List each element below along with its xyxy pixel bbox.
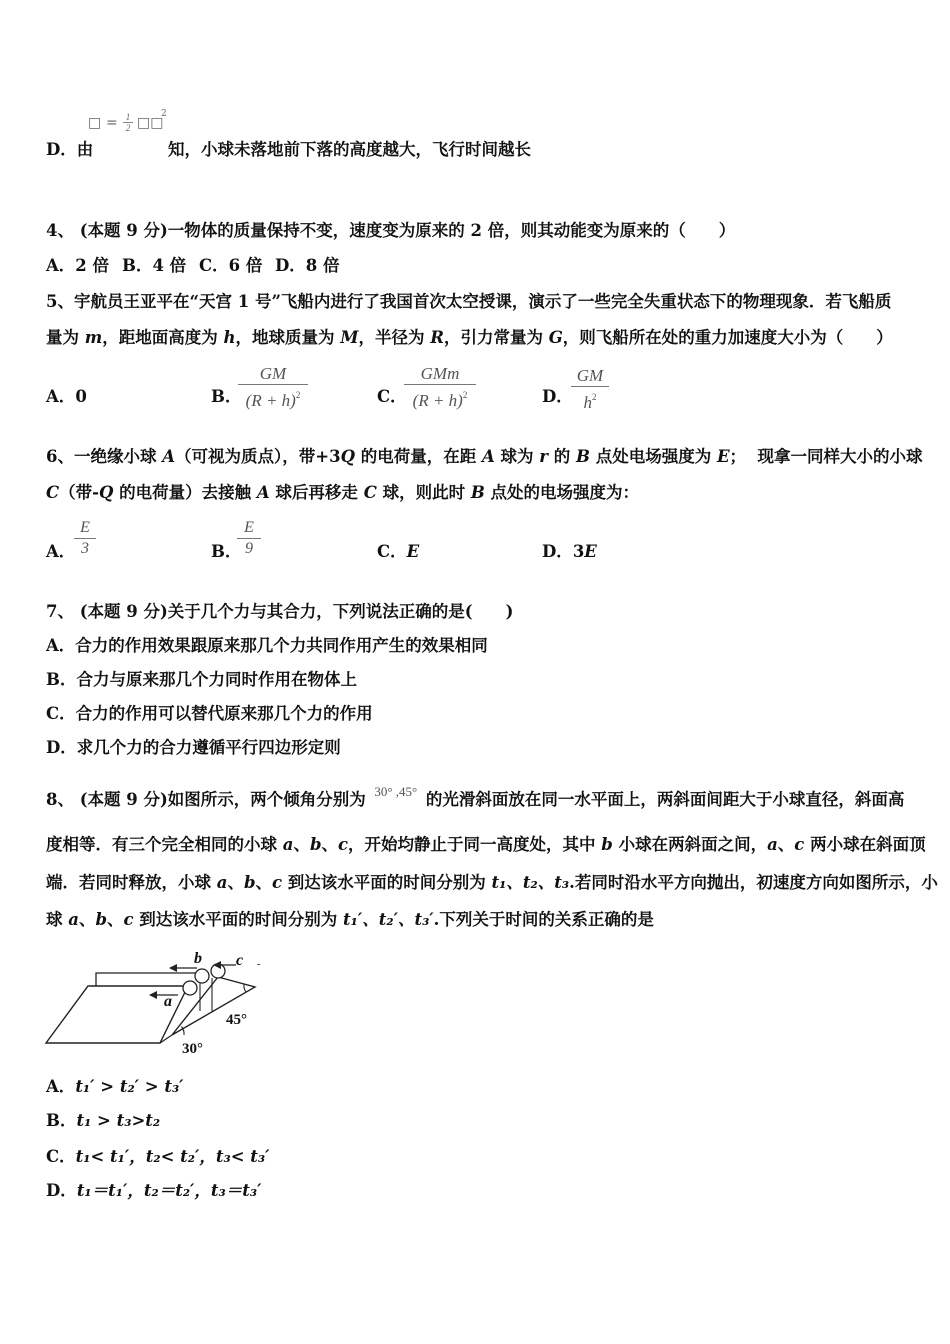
option-label: D． <box>542 542 573 561</box>
q8-option-a <box>46 1077 184 1097</box>
var-b: b <box>95 910 107 929</box>
option-label: A． <box>46 387 76 406</box>
text: ，半径为 <box>358 328 431 347</box>
ball-a <box>183 981 197 995</box>
q5-option-d-fraction <box>571 365 609 412</box>
text: 球后再移走 <box>269 483 364 502</box>
var-h: h <box>223 328 236 347</box>
text: 到达该水平面的时间分别为 <box>133 910 344 929</box>
text: 小球在两斜面之间， <box>612 835 768 854</box>
label-a: a <box>164 993 172 1010</box>
fraction-numerator: E <box>237 518 261 539</box>
option-value: 0 <box>75 387 87 406</box>
label-30-degrees: 30° <box>182 1041 203 1057</box>
q8-option-b <box>46 1111 160 1131</box>
formula-equals: = <box>106 115 118 131</box>
option-value: t₁′ > t₂′ > t₃′ <box>75 1077 184 1096</box>
var-M: M <box>340 328 359 347</box>
inclines-figure <box>40 945 270 1060</box>
option-value: t₁< t₁′，t₂< t₂′，t₃< t₃′ <box>75 1147 270 1166</box>
var-a: a <box>68 910 79 929</box>
q4-option-a: A．2 倍 <box>46 256 110 275</box>
denominator-base: (R + h) <box>245 391 296 410</box>
option-value: E <box>584 542 597 561</box>
q8-stem-line-2 <box>46 835 926 855</box>
q8-stem-line-1 <box>46 784 905 809</box>
var-A: A <box>481 447 495 466</box>
option-label: B． <box>46 1111 77 1130</box>
denominator-base: h <box>583 393 592 412</box>
text: 、 <box>107 910 124 929</box>
var-m: m <box>84 328 103 347</box>
var-c: c <box>123 910 134 929</box>
q5-option-b-fraction <box>238 363 308 410</box>
text: 两小球在斜面顶 <box>804 835 926 854</box>
q4-option-d: D．8 倍 <box>275 256 340 275</box>
var-C: C <box>363 483 377 502</box>
q5-stem-line-2 <box>46 328 893 348</box>
option-label: C． <box>46 1147 76 1166</box>
q3-option-d-text: 知，小球未落地前下落的高度越大，飞行时间越长 <box>168 140 531 159</box>
text: 度相等．有三个完全相同的小球 <box>46 835 283 854</box>
var-R: R <box>430 328 444 347</box>
fraction-denominator <box>571 387 609 412</box>
text: 、 <box>293 835 310 854</box>
var-G: G <box>548 328 563 347</box>
denominator-base: (R + h) <box>412 391 463 410</box>
label-45-degrees: 45° <box>226 1012 247 1028</box>
var-r: r <box>539 447 548 466</box>
text: ，则飞船所在处的重力加速度大小为（ ） <box>562 328 893 347</box>
var-B: B <box>470 483 485 502</box>
var-a: a <box>282 835 294 854</box>
q6-stem-line-1 <box>46 447 923 467</box>
text: 、 <box>78 910 96 929</box>
q5-option-b-label: B． <box>211 387 242 406</box>
q4-stem: 4、 (本题 9 分)一物体的质量保持不变，速度变为原来的 2 倍，则其动能变为原来的（ ） <box>46 221 736 240</box>
formula-fraction-num: 1 <box>123 112 133 123</box>
fraction-denominator: 3 <box>81 540 89 557</box>
text: 球 <box>46 910 69 929</box>
denominator-exponent: 2 <box>592 392 597 402</box>
text: 的 <box>548 447 576 466</box>
q5-option-c-label: C． <box>377 387 407 406</box>
q6-stem-line-2 <box>46 483 639 503</box>
denominator-exponent: 2 <box>462 390 468 400</box>
var-times-prime: t₁′、t₂′、t₃′ <box>343 910 434 929</box>
q7-option-b: B．合力与原来那几个力同时作用在物体上 <box>46 670 357 689</box>
q3-option-d-label: D．由 <box>46 140 94 159</box>
option-value: t₁ > t₃>t₂ <box>76 1111 161 1130</box>
text: 、 <box>321 835 338 854</box>
text: （可视为质点），带+3 <box>175 447 341 466</box>
option-coefficient: 3 <box>572 542 585 561</box>
fraction-denominator <box>404 385 476 410</box>
q4-option-c: C．6 倍 <box>199 256 263 275</box>
text: 到达该水平面的时间分别为 <box>282 873 492 892</box>
formula-fraction <box>123 112 133 133</box>
var-c: c <box>338 835 349 854</box>
var-b: b <box>243 873 256 892</box>
fraction-numerator: GM <box>238 363 308 385</box>
q5-option-a <box>46 387 87 407</box>
q5-option-c-fraction <box>404 363 476 410</box>
text: 的电荷量，在距 <box>354 447 482 466</box>
ball-b <box>195 969 209 983</box>
label-b: b <box>194 950 202 967</box>
var-b: b <box>309 835 322 854</box>
text: ，引力常量为 <box>443 328 549 347</box>
q6-option-a-label: A． <box>46 542 76 561</box>
fraction-denominator <box>238 385 308 410</box>
q7-option-a: A．合力的作用效果跟原来那几个力共同作用产生的效果相同 <box>46 636 488 655</box>
var-E: E <box>716 447 730 466</box>
var-a: a <box>767 835 778 854</box>
text: 球，则此时 <box>376 483 471 502</box>
q6-option-a-fraction <box>74 518 96 559</box>
angle-values: 30° ,45° <box>374 784 418 799</box>
text: 、 <box>777 835 795 854</box>
denominator-exponent: 2 <box>295 390 301 400</box>
q8-stem-line-3 <box>46 873 938 893</box>
text: 点处的电场强度为： <box>484 483 640 502</box>
fraction-numerator: GMm <box>404 363 476 385</box>
formula-lhs: □ <box>88 115 102 131</box>
q7-stem: 7、 (本题 9 分)关于几个力与其合力，下列说法正确的是( ) <box>46 602 514 621</box>
text: 、 <box>255 873 272 892</box>
fraction-numerator: E <box>74 518 96 539</box>
q6-option-b-fraction <box>237 518 261 559</box>
q4-option-b: B．4 倍 <box>122 256 187 275</box>
var-c: c <box>794 835 805 854</box>
text: ，距地面高度为 <box>102 328 224 347</box>
q7-option-c: C．合力的作用可以替代原来那几个力的作用 <box>46 704 373 723</box>
text: 的光滑斜面放在同一水平面上，两斜面间距大于小球直径，斜面高 <box>425 790 905 809</box>
text: （带- <box>59 483 99 502</box>
text: 球为 <box>494 447 540 466</box>
q6-option-c <box>377 542 419 562</box>
text: 6、一绝缘小球 <box>46 447 163 466</box>
var-A: A <box>162 447 176 466</box>
option-value: E <box>406 542 420 561</box>
q8-option-d <box>46 1181 261 1201</box>
text: ； 现拿一同样大小的小球 <box>729 447 923 466</box>
ball-c <box>211 964 225 978</box>
label-c: c <box>236 952 244 969</box>
option-label: C． <box>377 542 407 561</box>
text: 量为 <box>46 328 85 347</box>
text: 的电荷量）去接触 <box>113 483 257 502</box>
q8-option-c <box>46 1147 270 1167</box>
text: .若同时沿水平方向抛出，初速度方向如图所示，小 <box>569 873 938 892</box>
stray-mark: - <box>257 959 261 970</box>
fraction-denominator: 9 <box>245 540 253 557</box>
var-C: C <box>46 483 60 502</box>
q6-option-d <box>542 542 597 562</box>
text: ，开始均静止于同一高度处，其中 <box>348 835 602 854</box>
q6-option-b-label: B． <box>211 542 242 561</box>
text: 8、 (本题 9 分)如图所示，两个倾角分别为 <box>46 790 366 809</box>
option-label: D． <box>46 1181 77 1200</box>
var-a: a <box>216 873 228 892</box>
q7-option-d: D．求几个力的合力遵循平行四边形定则 <box>46 738 341 757</box>
var-Q: Q <box>99 483 114 502</box>
var-B: B <box>576 447 590 466</box>
text: ，地球质量为 <box>235 328 341 347</box>
var-c: c <box>272 873 283 892</box>
q5-stem-line-1: 5、宇航员王亚平在“天宫 1 号”飞船内进行了我国首次太空授课，演示了一些完全失重状态下的物理现象．若飞船质 <box>46 292 892 311</box>
q8-stem-line-4 <box>46 910 654 930</box>
formula-exponent: 2 <box>161 109 167 119</box>
fraction-numerator: GM <box>571 365 609 387</box>
formula-fraction-den: 2 <box>125 123 131 133</box>
text: 、 <box>227 873 244 892</box>
option-label: A． <box>46 1077 76 1096</box>
var-A: A <box>256 483 270 502</box>
option-value: t₁＝t₁′，t₂＝t₂′，t₃＝t₃′ <box>76 1181 262 1200</box>
var-times: t₁、t₂、t₃ <box>491 873 570 892</box>
var-b: b <box>601 835 613 854</box>
formula-rhs: □□ <box>137 115 164 131</box>
text: .下列关于时间的关系正确的是 <box>433 910 654 929</box>
text: 点处电场强度为 <box>589 447 717 466</box>
text: 端．若同时释放，小球 <box>46 873 217 892</box>
var-Q: Q <box>340 447 355 466</box>
q5-option-d-label: D． <box>542 387 573 406</box>
